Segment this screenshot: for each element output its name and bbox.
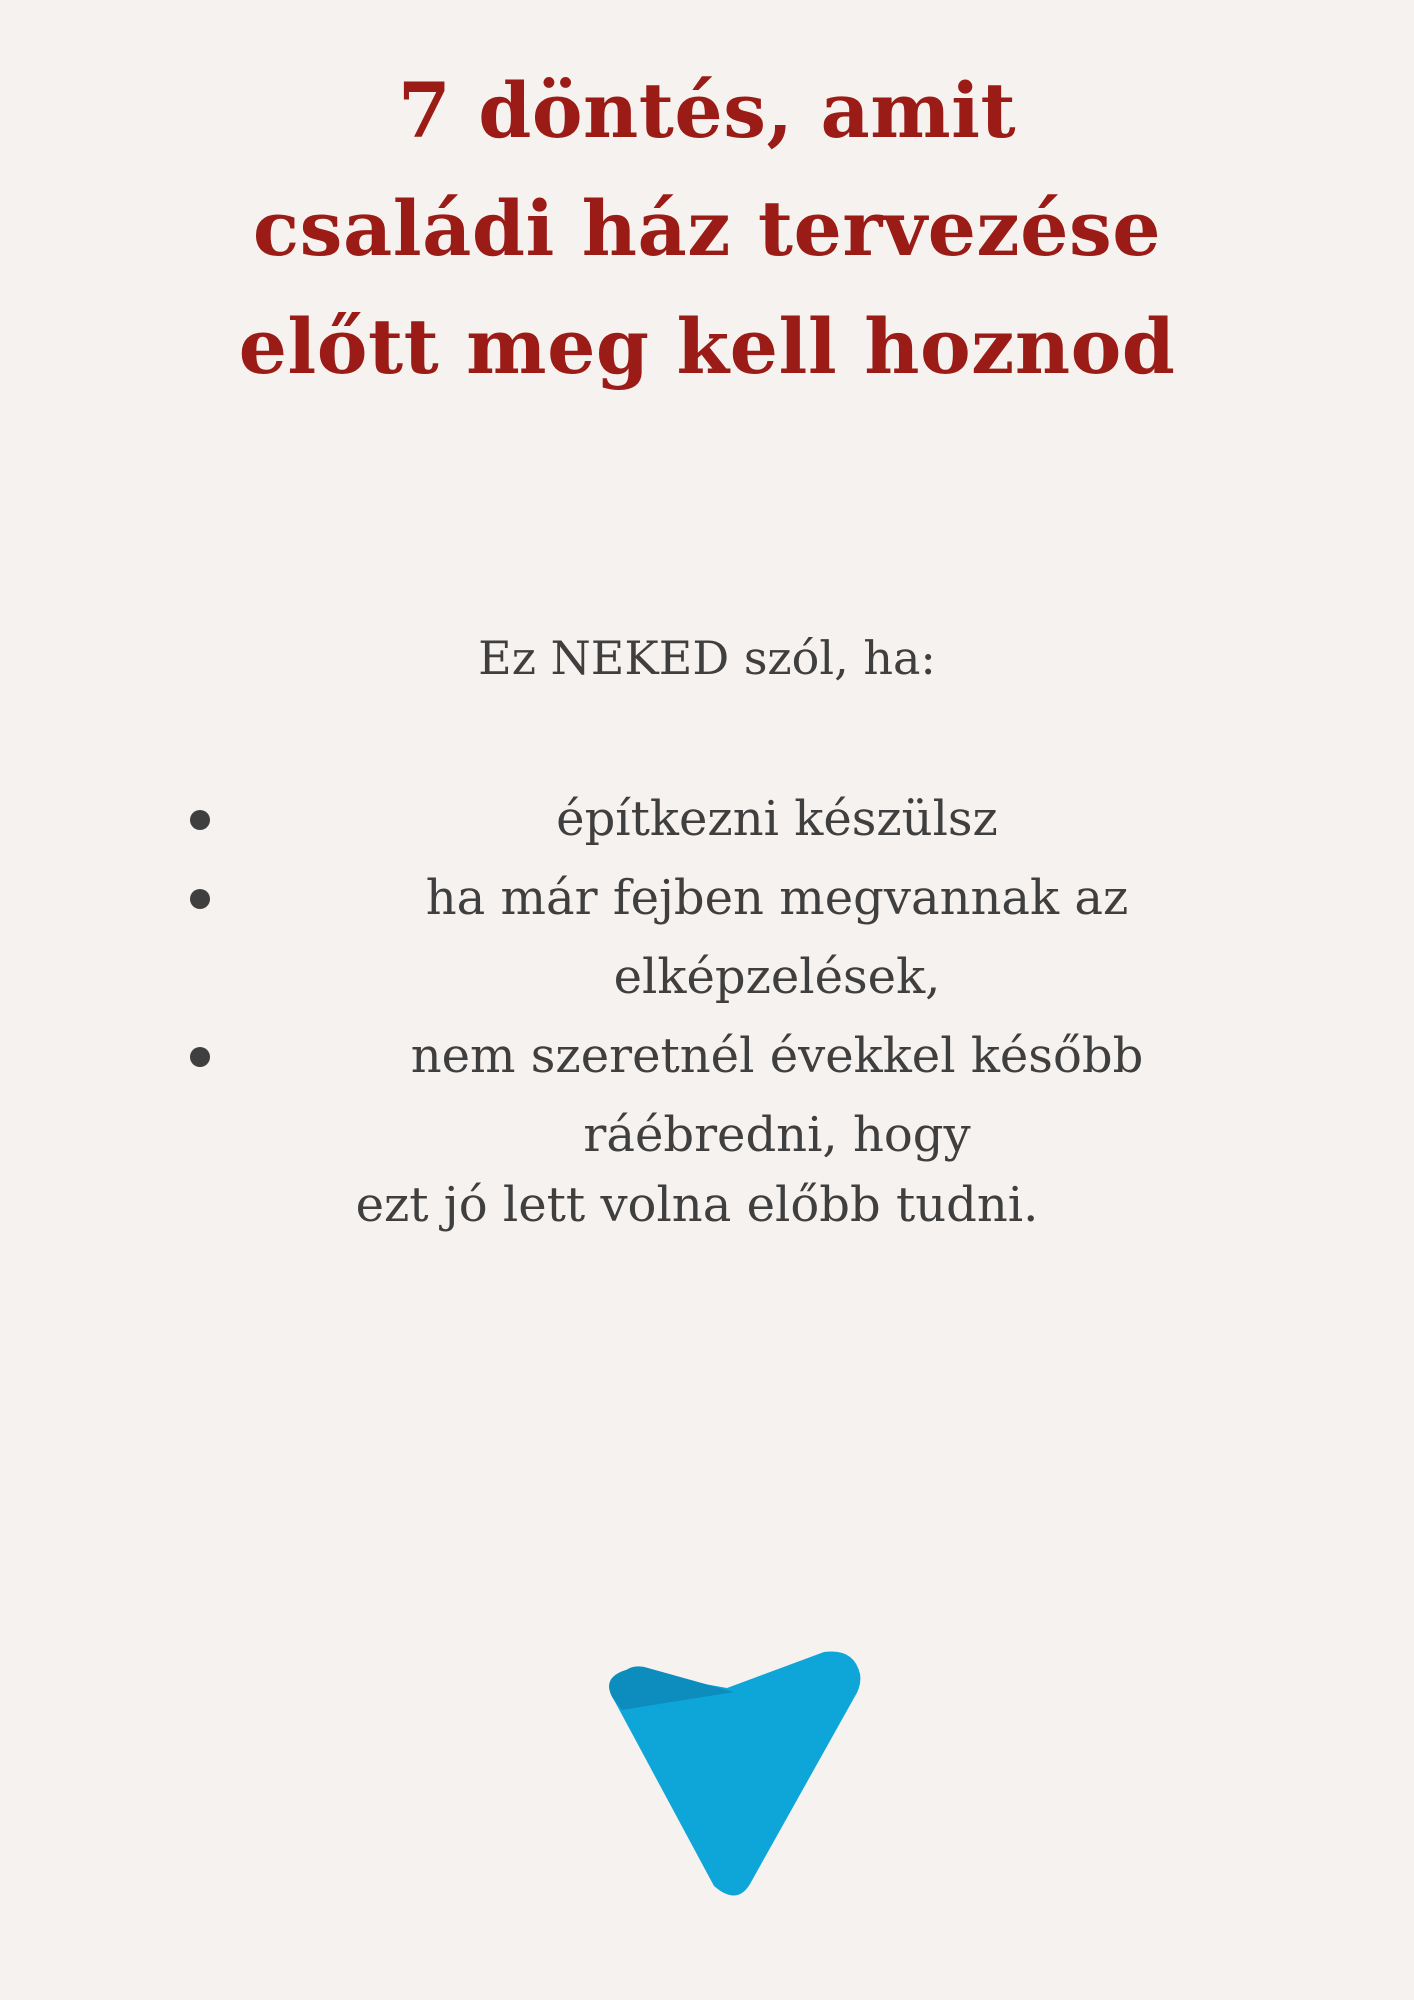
bullet-text: nem szeretnél évekkel később <box>410 1028 1144 1084</box>
bullet-text-continued: elképzelések, <box>613 949 941 1005</box>
bullet-item <box>0 859 1274 1017</box>
bullet-text: építkezni készülsz <box>556 791 998 847</box>
bullet-icon <box>190 889 210 909</box>
page-title <box>0 52 1414 406</box>
title-line: előtt meg kell hoznod <box>238 302 1176 391</box>
intro-text: Ez NEKED szól, ha: <box>478 631 936 685</box>
closing-text <box>0 1166 1414 1245</box>
closing-line: ezt jó lett volna előbb tudni. <box>355 1177 1039 1233</box>
triangle-logo-icon <box>592 1648 882 1908</box>
bullet-text: ha már fejben megvannak az <box>425 870 1129 926</box>
bullet-list <box>0 780 1414 1175</box>
title-line: családi ház tervezése <box>252 184 1162 273</box>
bullet-item <box>0 1017 1274 1175</box>
bullet-icon <box>190 1047 210 1067</box>
bullet-item <box>0 780 1274 859</box>
bullet-icon <box>190 810 210 830</box>
bullet-text-continued: ráébredni, hogy <box>583 1107 971 1163</box>
title-line: 7 döntés, amit <box>397 66 1017 155</box>
